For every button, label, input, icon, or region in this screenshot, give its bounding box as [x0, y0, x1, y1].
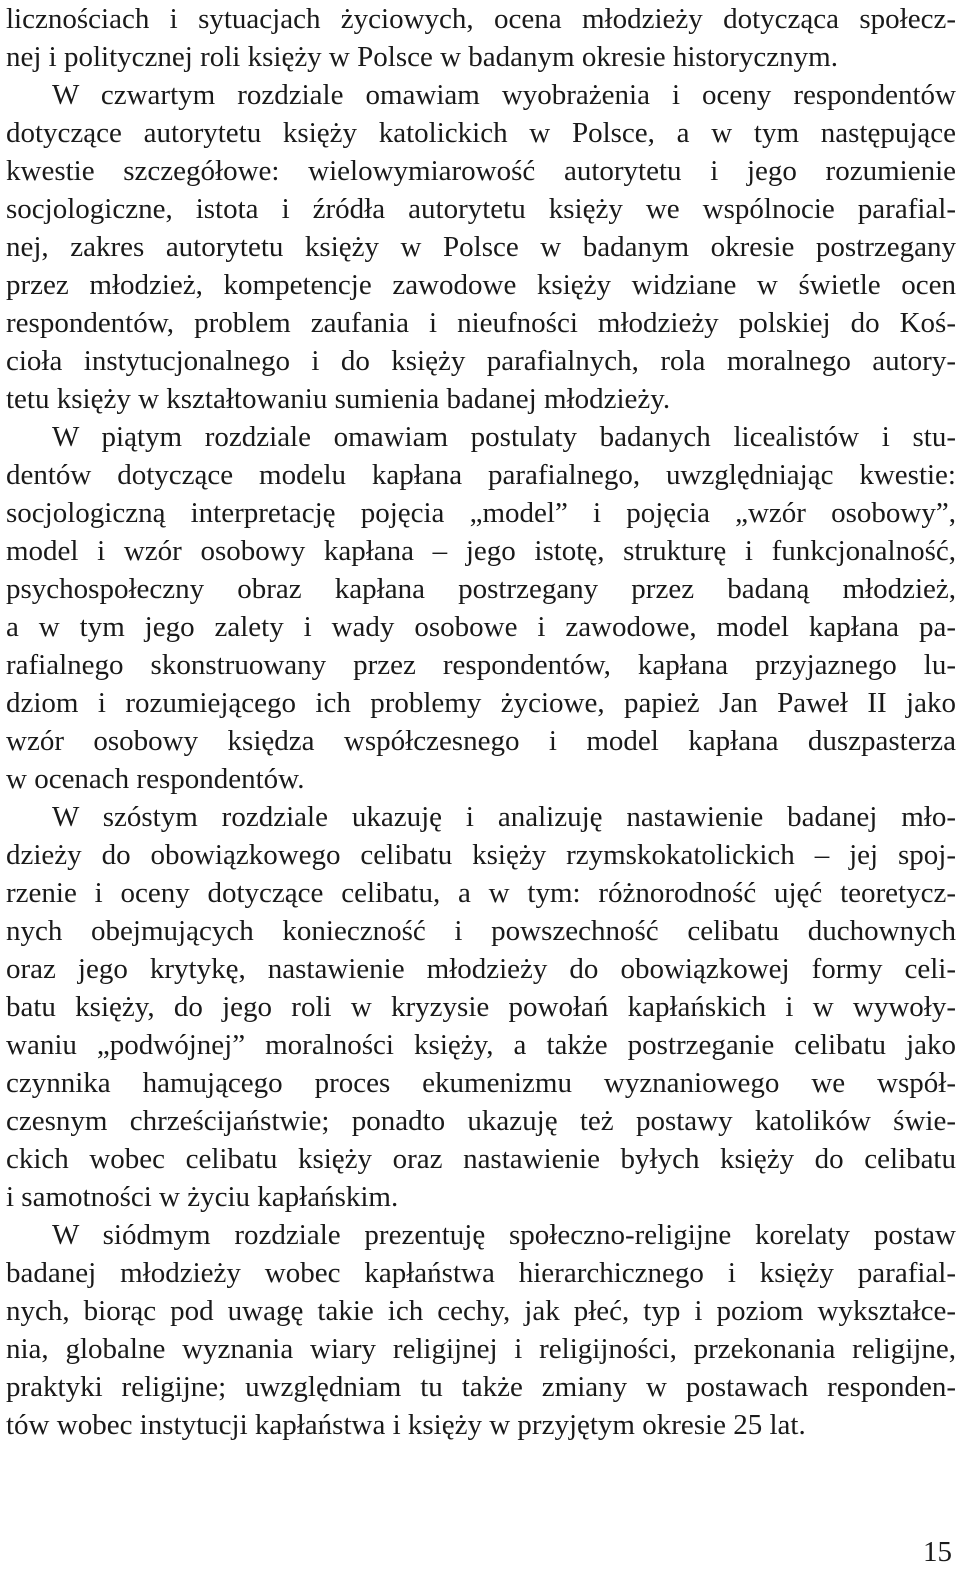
text-line: przez młodzież, kompetencje zawodowe księży widziane w świetle ocen — [6, 269, 956, 301]
text-line: badanej młodzieży wobec kapłaństwa hierarchicznego i księży parafial- — [6, 1257, 956, 1289]
text-line: dotyczące autorytetu księży katolickich w Polsce, a w tym następujące — [6, 117, 956, 149]
text-line: praktyki religijne; uwzględniam tu także zmiany w postawach responden- — [6, 1371, 956, 1403]
text-line: w ocenach respondentów. — [6, 763, 305, 795]
text-line: dentów dotyczące modelu kapłana parafialnego, uwzględniając kwestie: — [6, 459, 956, 491]
text-line: socjologiczną interpretację pojęcia „model” i pojęcia „wzór osobowy”, — [6, 497, 956, 529]
text-line: nej, zakres autorytetu księży w Polsce w badanym okresie postrzegany — [6, 231, 956, 263]
text-line: rzenie i oceny dotyczące celibatu, a w tym: różnorodność ujęć teoretycz- — [6, 877, 956, 909]
text-line: psychospołeczny obraz kapłana postrzegany przez badaną młodzież, — [6, 573, 956, 605]
text-line: kwestie szczegółowe: wielowymiarowość autorytetu i jego rozumienie — [6, 155, 956, 187]
paragraph-start-line: W siódmym rozdziale prezentuję społeczno-religijne korelaty postaw — [52, 1219, 956, 1251]
text-line: model i wzór osobowy kapłana – jego istotę, strukturę i funkcjonalność, — [6, 535, 956, 567]
text-line: czesnym chrześcijaństwie; ponadto ukazuję też postawy katolików świe- — [6, 1105, 956, 1137]
paragraph-start-line: W piątym rozdziale omawiam postulaty badanych licealistów i stu- — [52, 421, 956, 453]
page-number: 15 — [923, 1536, 952, 1568]
text-line: cioła instytucjonalnego i do księży parafialnych, rola moralnego autory- — [6, 345, 956, 377]
text-line: tetu księży w kształtowaniu sumienia badanej młodzieży. — [6, 383, 671, 415]
text-line: nych, biorąc pod uwagę takie ich cechy, jak płeć, typ i poziom wykształce- — [6, 1295, 956, 1327]
text-line: tów wobec instytucji kapłaństwa i księży w przyjętym okresie 25 lat. — [6, 1409, 806, 1441]
paragraph-start-line: W czwartym rozdziale omawiam wyobrażenia i oceny respondentów — [52, 79, 956, 111]
text-line: wzór osobowy księdza współczesnego i model kapłana duszpasterza — [6, 725, 956, 757]
text-line: czynnika hamującego proces ekumenizmu wyznaniowego we współ- — [6, 1067, 956, 1099]
paragraph-start-line: W szóstym rozdziale ukazuję i analizuję nastawienie badanej mło- — [52, 801, 956, 833]
text-line: ckich wobec celibatu księży oraz nastawienie byłych księży do celibatu — [6, 1143, 956, 1175]
text-line: socjologiczne, istota i źródła autorytetu księży we wspólnocie parafial- — [6, 193, 956, 225]
text-line: oraz jego krytykę, nastawienie młodzieży do obowiązkowej formy celi- — [6, 953, 956, 985]
text-line: dziom i rozumiejącego ich problemy życiowe, papież Jan Paweł II jako — [6, 687, 956, 719]
text-line: waniu „podwójnej” moralności księży, a także postrzeganie celibatu jako — [6, 1029, 956, 1061]
text-line: dzieży do obowiązkowego celibatu księży rzymskokatolickich – jej spoj- — [6, 839, 956, 871]
text-line: batu księży, do jego roli w kryzysie powołań kapłańskich i w wywoły- — [6, 991, 956, 1023]
text-line: i samotności w życiu kapłańskim. — [6, 1181, 399, 1213]
text-line: a w tym jego zalety i wady osobowe i zawodowe, model kapłana pa- — [6, 611, 956, 643]
text-line: nych obejmujących konieczność i powszechność celibatu duchownych — [6, 915, 956, 947]
text-line: licznościach i sytuacjach życiowych, ocena młodzieży dotycząca społecz- — [6, 3, 956, 35]
text-line: respondentów, problem zaufania i nieufności młodzieży polskiej do Koś- — [6, 307, 956, 339]
text-line: nej i politycznej roli księży w Polsce w badanym okresie historycznym. — [6, 41, 838, 73]
text-line: nia, globalne wyznania wiary religijnej i religijności, przekonania religijne, — [6, 1333, 956, 1365]
text-line: rafialnego skonstruowany przez respondentów, kapłana przyjaznego lu- — [6, 649, 956, 681]
